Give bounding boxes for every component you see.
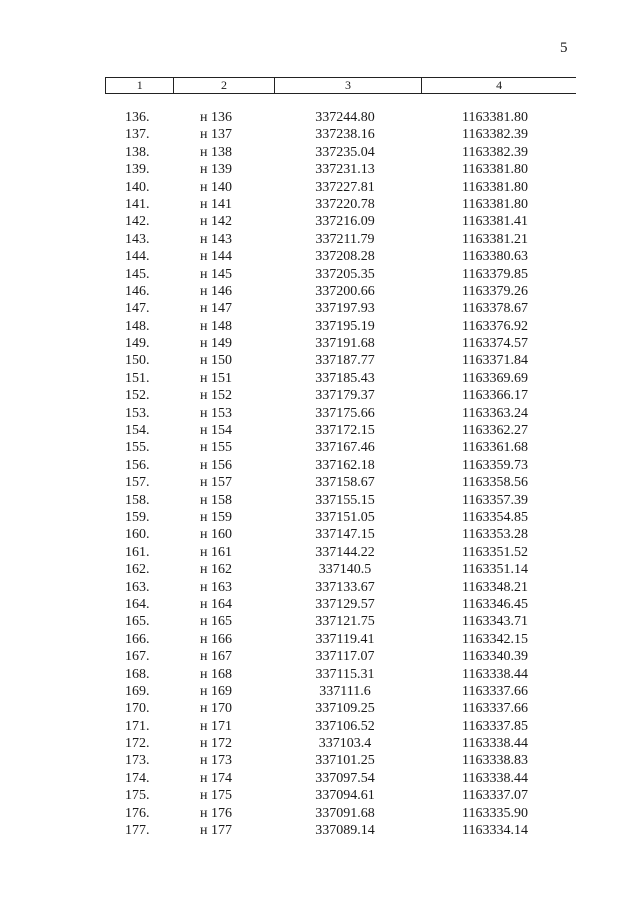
- x-coordinate: 337187.77: [315, 353, 375, 369]
- row-number: 165.: [125, 614, 150, 630]
- x-coordinate: 337227.81: [315, 179, 375, 195]
- y-coordinate: 1163351.52: [462, 544, 528, 560]
- x-coordinate: 337094.61: [315, 788, 375, 804]
- x-coordinate: 337106.52: [315, 718, 375, 734]
- table-row: [0, 161, 639, 178]
- x-coordinate: 337147.15: [315, 527, 375, 543]
- point-id: н 157: [200, 475, 232, 491]
- x-coordinate: 337109.25: [315, 701, 375, 717]
- x-coordinate: 337121.75: [315, 614, 375, 630]
- point-id: н 161: [200, 544, 232, 560]
- table-row: [0, 213, 639, 230]
- table-row: [0, 509, 639, 526]
- row-number: 151.: [125, 370, 150, 386]
- point-id: н 162: [200, 562, 232, 578]
- point-id: н 171: [200, 718, 232, 734]
- x-coordinate: 337179.37: [315, 388, 375, 404]
- row-number: 168.: [125, 666, 150, 682]
- y-coordinate: 1163359.73: [462, 457, 528, 473]
- x-coordinate: 337195.19: [315, 318, 375, 334]
- table-row: [0, 752, 639, 769]
- x-coordinate: 337235.04: [315, 144, 375, 160]
- x-coordinate: 337172.15: [315, 423, 375, 439]
- y-coordinate: 1163362.27: [462, 423, 528, 439]
- x-coordinate: 337091.68: [315, 805, 375, 821]
- table-row: [0, 179, 639, 196]
- x-coordinate: 337151.05: [315, 509, 375, 525]
- y-coordinate: 1163361.68: [462, 440, 528, 456]
- table-row: [0, 370, 639, 387]
- x-coordinate: 337244.80: [315, 110, 375, 125]
- point-id: н 150: [200, 353, 232, 369]
- row-number: 170.: [125, 701, 150, 717]
- row-number: 156.: [125, 457, 150, 473]
- y-coordinate: 1163357.39: [462, 492, 528, 508]
- y-coordinate: 1163334.14: [462, 823, 528, 839]
- point-id: н 141: [200, 196, 232, 212]
- x-coordinate: 337200.66: [315, 283, 375, 299]
- y-coordinate: 1163382.39: [462, 127, 528, 143]
- y-coordinate: 1163369.69: [462, 370, 528, 386]
- x-coordinate: 337129.57: [315, 596, 375, 612]
- point-id: н 163: [200, 579, 232, 595]
- row-number: 157.: [125, 475, 150, 491]
- point-id: н 147: [200, 301, 232, 317]
- row-number: 141.: [125, 196, 150, 212]
- table-row: [0, 700, 639, 717]
- row-number: 146.: [125, 283, 150, 299]
- point-id: н 142: [200, 214, 232, 230]
- y-coordinate: 1163363.24: [462, 405, 528, 421]
- header-cell-4: 4: [421, 78, 576, 93]
- row-number: 162.: [125, 562, 150, 578]
- row-number: 148.: [125, 318, 150, 334]
- row-number: 175.: [125, 788, 150, 804]
- row-number: 172.: [125, 736, 150, 752]
- row-number: 154.: [125, 423, 150, 439]
- y-coordinate: 1163338.83: [462, 753, 528, 769]
- table-row: [0, 196, 639, 213]
- y-coordinate: 1163379.85: [462, 266, 528, 282]
- y-coordinate: 1163379.26: [462, 283, 528, 299]
- y-coordinate: 1163354.85: [462, 509, 528, 525]
- y-coordinate: 1163358.56: [462, 475, 528, 491]
- table-row: [0, 561, 639, 578]
- point-id: н 169: [200, 683, 232, 699]
- x-coordinate: 337162.18: [315, 457, 375, 473]
- header-cell-1: 1: [105, 78, 173, 93]
- table-row: [0, 231, 639, 248]
- y-coordinate: 1163338.44: [462, 770, 528, 786]
- x-coordinate: 337220.78: [315, 196, 375, 212]
- y-coordinate: 1163342.15: [462, 631, 528, 647]
- x-coordinate: 337197.93: [315, 301, 375, 317]
- x-coordinate: 337140.5: [318, 562, 372, 578]
- x-coordinate: 337101.25: [315, 753, 375, 769]
- row-number: 136.: [125, 110, 150, 125]
- point-id: н 153: [200, 405, 232, 421]
- point-id: н 173: [200, 753, 232, 769]
- row-number: 169.: [125, 683, 150, 699]
- row-number: 147.: [125, 301, 150, 317]
- row-number: 150.: [125, 353, 150, 369]
- row-number: 176.: [125, 805, 150, 821]
- table-row: [0, 144, 639, 161]
- point-id: н 145: [200, 266, 232, 282]
- row-number: 160.: [125, 527, 150, 543]
- point-id: н 149: [200, 336, 232, 352]
- table-header: [105, 77, 576, 94]
- table-row: [0, 318, 639, 335]
- row-number: 142.: [125, 214, 150, 230]
- table-row: [0, 492, 639, 509]
- point-id: н 167: [200, 649, 232, 665]
- table-row: [0, 352, 639, 369]
- y-coordinate: 1163366.17: [462, 388, 528, 404]
- x-coordinate: 337155.15: [315, 492, 375, 508]
- row-number: 159.: [125, 509, 150, 525]
- x-coordinate: 337167.46: [315, 440, 375, 456]
- y-coordinate: 1163376.92: [462, 318, 528, 334]
- point-id: н 158: [200, 492, 232, 508]
- table-row: [0, 805, 639, 822]
- y-coordinate: 1163381.41: [462, 214, 528, 230]
- row-number: 171.: [125, 718, 150, 734]
- x-coordinate: 337238.16: [315, 127, 375, 143]
- table-row: [0, 439, 639, 456]
- point-id: н 168: [200, 666, 232, 682]
- row-number: 164.: [125, 596, 150, 612]
- row-number: 140.: [125, 179, 150, 195]
- table-row: [0, 266, 639, 283]
- y-coordinate: 1163351.14: [462, 562, 528, 578]
- point-id: н 137: [200, 127, 232, 143]
- table-row: [0, 474, 639, 491]
- point-id: н 176: [200, 805, 232, 821]
- table-row: [0, 631, 639, 648]
- point-id: н 140: [200, 179, 232, 195]
- table-row: [0, 666, 639, 683]
- y-coordinate: 1163343.71: [462, 614, 528, 630]
- row-number: 137.: [125, 127, 150, 143]
- x-coordinate: 337133.67: [315, 579, 375, 595]
- y-coordinate: 1163337.85: [462, 718, 528, 734]
- table-row: [0, 457, 639, 474]
- row-number: 161.: [125, 544, 150, 560]
- y-coordinate: 1163348.21: [462, 579, 528, 595]
- x-coordinate: 337191.68: [315, 336, 375, 352]
- point-id: н 139: [200, 162, 232, 178]
- x-coordinate: 337117.07: [315, 649, 375, 665]
- row-number: 158.: [125, 492, 150, 508]
- y-coordinate: 1163337.66: [462, 683, 528, 699]
- point-id: н 172: [200, 736, 232, 752]
- y-coordinate: 1163371.84: [462, 353, 528, 369]
- table-row: [0, 387, 639, 404]
- y-coordinate: 1163338.44: [462, 666, 528, 682]
- y-coordinate: 1163382.39: [462, 144, 528, 160]
- table-row: [0, 405, 639, 422]
- x-coordinate: 337231.13: [315, 162, 375, 178]
- point-id: н 146: [200, 283, 232, 299]
- coordinate-table-body: [0, 109, 639, 839]
- point-id: н 148: [200, 318, 232, 334]
- table-row: [0, 596, 639, 613]
- y-coordinate: 1163381.80: [462, 196, 528, 212]
- x-coordinate: 337115.31: [315, 666, 375, 682]
- header-cell-3: 3: [274, 78, 422, 93]
- point-id: н 165: [200, 614, 232, 630]
- x-coordinate: 337185.43: [315, 370, 375, 386]
- y-coordinate: 1163335.90: [462, 805, 528, 821]
- x-coordinate: 337089.14: [315, 823, 375, 839]
- table-row: [0, 787, 639, 804]
- y-coordinate: 1163380.63: [462, 249, 528, 265]
- row-number: 177.: [125, 823, 150, 839]
- x-coordinate: 337158.67: [315, 475, 375, 491]
- y-coordinate: 1163338.44: [462, 736, 528, 752]
- table-row: [0, 109, 639, 126]
- table-row: [0, 770, 639, 787]
- point-id: н 159: [200, 509, 232, 525]
- row-number: 149.: [125, 336, 150, 352]
- y-coordinate: 1163381.80: [462, 162, 528, 178]
- x-coordinate: 337208.28: [315, 249, 375, 265]
- table-row: [0, 822, 639, 839]
- point-id: н 155: [200, 440, 232, 456]
- row-number: 145.: [125, 266, 150, 282]
- x-coordinate: 337175.66: [315, 405, 375, 421]
- point-id: н 152: [200, 388, 232, 404]
- row-number: 139.: [125, 162, 150, 178]
- table-row: [0, 683, 639, 700]
- row-number: 173.: [125, 753, 150, 769]
- row-number: 153.: [125, 405, 150, 421]
- table-row: [0, 718, 639, 735]
- row-number: 152.: [125, 388, 150, 404]
- y-coordinate: 1163346.45: [462, 596, 528, 612]
- y-coordinate: 1163381.80: [462, 179, 528, 195]
- table-row: [0, 126, 639, 143]
- row-number: 166.: [125, 631, 150, 647]
- y-coordinate: 1163340.39: [462, 649, 528, 665]
- table-row: [0, 283, 639, 300]
- row-number: 167.: [125, 649, 150, 665]
- point-id: н 138: [200, 144, 232, 160]
- x-coordinate: 337205.35: [315, 266, 375, 282]
- table-row: [0, 526, 639, 543]
- point-id: н 144: [200, 249, 232, 265]
- point-id: н 136: [200, 110, 232, 125]
- point-id: н 166: [200, 631, 232, 647]
- table-row: [0, 300, 639, 317]
- row-number: 138.: [125, 144, 150, 160]
- table-row: [0, 335, 639, 352]
- table-row: [0, 544, 639, 561]
- y-coordinate: 1163374.57: [462, 336, 528, 352]
- x-coordinate: 337144.22: [315, 544, 375, 560]
- point-id: н 154: [200, 423, 232, 439]
- y-coordinate: 1163381.80: [462, 110, 528, 125]
- point-id: н 143: [200, 231, 232, 247]
- point-id: н 175: [200, 788, 232, 804]
- table-row: [0, 248, 639, 265]
- point-id: н 174: [200, 770, 232, 786]
- point-id: н 164: [200, 596, 232, 612]
- y-coordinate: 1163378.67: [462, 301, 528, 317]
- point-id: н 170: [200, 701, 232, 717]
- y-coordinate: 1163337.66: [462, 701, 528, 717]
- row-number: 143.: [125, 231, 150, 247]
- table-row: [0, 422, 639, 439]
- x-coordinate: 337216.09: [315, 214, 375, 230]
- x-coordinate: 337103.4: [318, 736, 372, 752]
- table-row: [0, 735, 639, 752]
- point-id: н 160: [200, 527, 232, 543]
- point-id: н 151: [200, 370, 232, 386]
- x-coordinate: 337111.6: [319, 683, 371, 699]
- y-coordinate: 1163337.07: [462, 788, 528, 804]
- header-cell-2: 2: [173, 78, 273, 93]
- row-number: 144.: [125, 249, 150, 265]
- x-coordinate: 337119.41: [315, 631, 375, 647]
- page-number: 5: [560, 40, 568, 56]
- x-coordinate: 337097.54: [315, 770, 375, 786]
- point-id: н 177: [200, 823, 232, 839]
- table-row: [0, 648, 639, 665]
- table-row: [0, 613, 639, 630]
- row-number: 174.: [125, 770, 150, 786]
- row-number: 163.: [125, 579, 150, 595]
- table-row: [0, 579, 639, 596]
- point-id: н 156: [200, 457, 232, 473]
- x-coordinate: 337211.79: [315, 231, 375, 247]
- y-coordinate: 1163353.28: [462, 527, 528, 543]
- y-coordinate: 1163381.21: [462, 231, 528, 247]
- row-number: 155.: [125, 440, 150, 456]
